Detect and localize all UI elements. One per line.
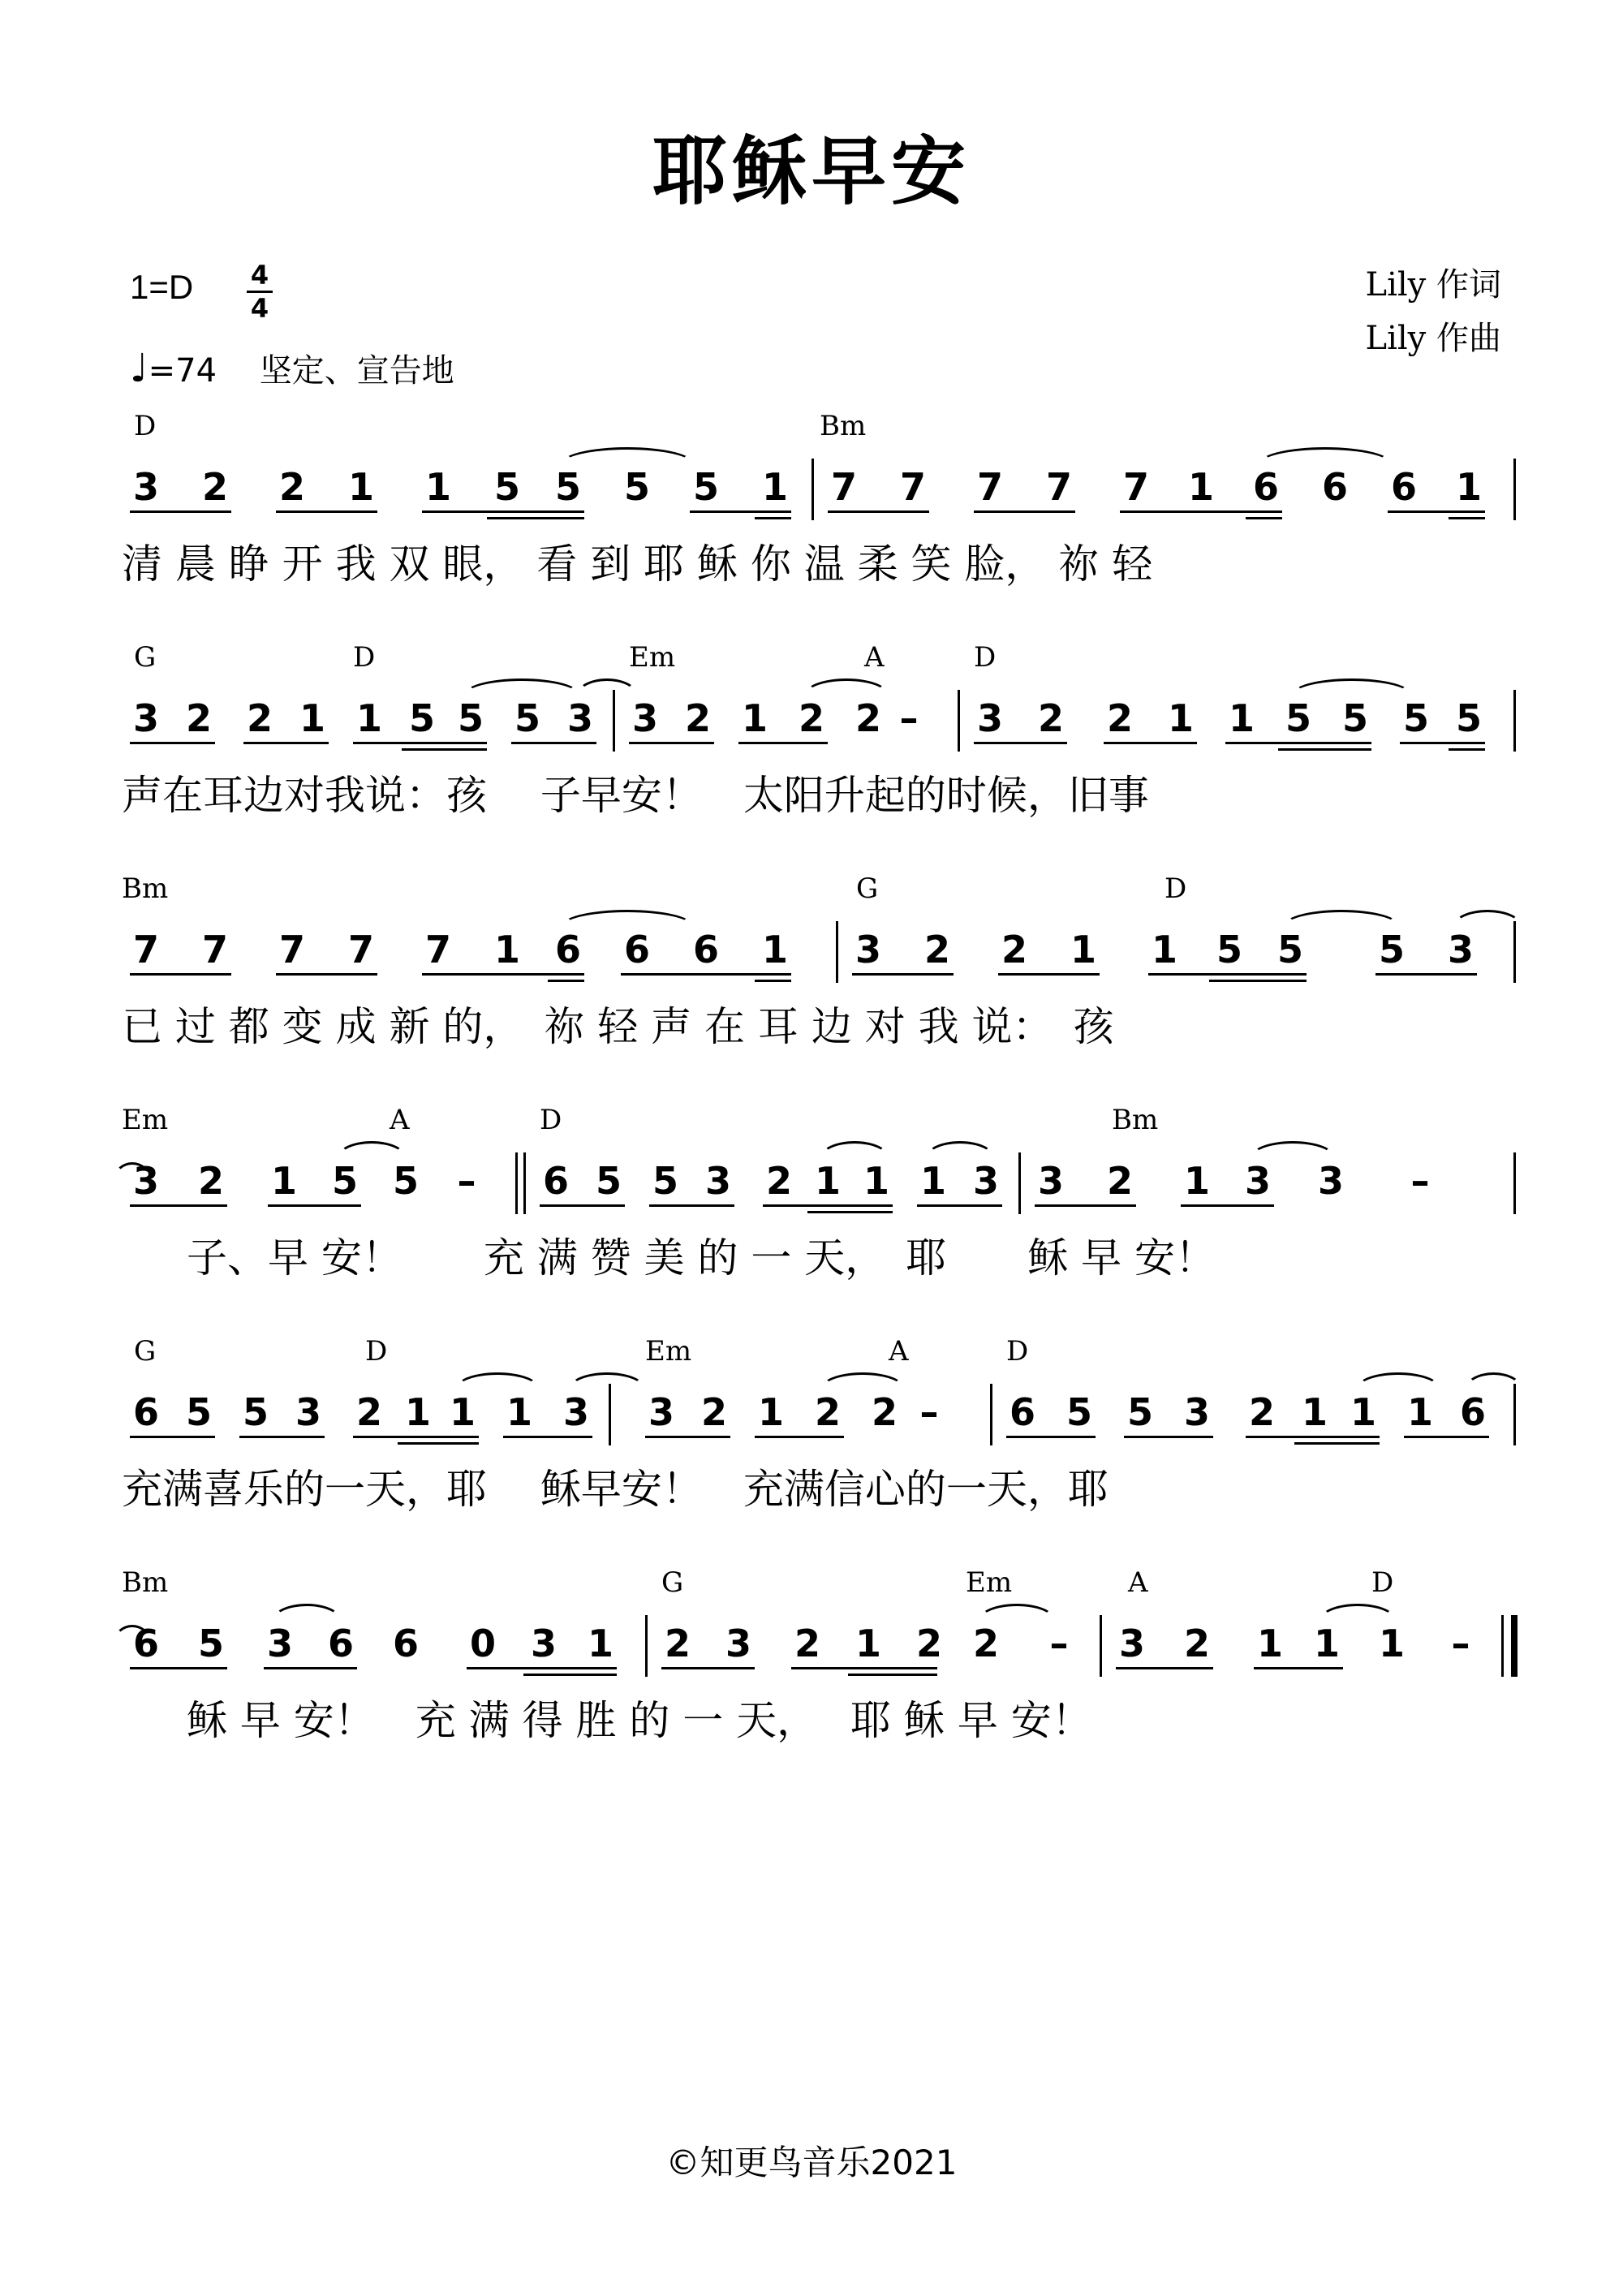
underline: [738, 742, 828, 744]
note: 2: [185, 696, 212, 740]
note: 7: [1045, 465, 1072, 509]
barline: [958, 690, 960, 752]
lyrics-row: [122, 1457, 1518, 1514]
tie-arc: [1355, 1372, 1441, 1389]
underline: [848, 1674, 937, 1676]
tie-arc: [1319, 1604, 1397, 1621]
note: 3: [1118, 1622, 1145, 1665]
note: 6: [692, 928, 719, 971]
underline: [1246, 1436, 1380, 1438]
chord-label: D: [540, 1104, 562, 1136]
note: 7: [201, 928, 228, 971]
note: 5: [652, 1159, 678, 1203]
tie-arc: [1250, 1141, 1336, 1158]
quarter-note-icon: ♩: [130, 346, 149, 391]
barline: [609, 1384, 611, 1445]
credits: [1366, 258, 1501, 365]
note: 1: [1350, 1390, 1376, 1434]
note: 6: [1009, 1390, 1035, 1434]
note: 1: [506, 1390, 532, 1434]
underline: [755, 980, 791, 982]
underline: [511, 742, 596, 744]
tie-arc: [1290, 678, 1413, 696]
underline: [1449, 748, 1485, 751]
underline: [548, 980, 584, 982]
underline: [276, 510, 377, 513]
note: 1: [863, 1159, 889, 1203]
system-6: [122, 1566, 1518, 1761]
note: 2: [246, 696, 273, 740]
note: 3: [295, 1390, 321, 1434]
tie-arc: [803, 678, 889, 696]
note: 3: [562, 1390, 589, 1434]
lyrics-row: [122, 1226, 1518, 1282]
note: 1: [1378, 1622, 1405, 1665]
note: 1: [1455, 465, 1482, 509]
note: 1: [404, 1390, 431, 1434]
chord-label: Bm: [122, 872, 169, 905]
lyrics-row: [122, 994, 1518, 1051]
tie-arc: [978, 1604, 1056, 1621]
note: 2: [197, 1159, 224, 1203]
chord-label: Em: [629, 641, 676, 674]
underline: [1294, 1442, 1380, 1445]
note: 5: [242, 1390, 269, 1434]
note: 6: [327, 1622, 354, 1665]
underline: [1181, 1204, 1274, 1207]
tie-arc: [1465, 1372, 1522, 1389]
note: 5: [392, 1159, 419, 1203]
note: –: [1049, 1622, 1069, 1665]
chord-label: G: [134, 1335, 157, 1368]
system-5: [122, 1335, 1518, 1530]
lyrics-line: 充满喜乐的一天，耶 稣早安！ 充满信心的一天，耶: [122, 1466, 1109, 1513]
lyrics-row: [122, 1688, 1518, 1745]
note: 3: [976, 696, 1003, 740]
underline: [422, 510, 584, 513]
underline: [1246, 517, 1282, 519]
note: 3: [725, 1622, 751, 1665]
underline: [130, 973, 231, 976]
tie-arc: [925, 1141, 995, 1158]
barline: [523, 1152, 526, 1214]
note: 2: [684, 696, 711, 740]
underline: [1375, 973, 1477, 976]
barline: [1513, 459, 1516, 520]
underline: [1209, 980, 1307, 982]
note: 1: [757, 1390, 784, 1434]
tie-arc: [454, 1372, 540, 1389]
note: –: [1410, 1159, 1430, 1203]
note: 5: [493, 465, 520, 509]
notes-row: [122, 928, 1518, 993]
underline: [852, 973, 954, 976]
chord-label: Em: [645, 1335, 692, 1368]
note: 5: [1276, 928, 1303, 971]
chord-label: D: [1006, 1335, 1029, 1368]
barline: [836, 921, 838, 983]
underline: [1035, 1204, 1136, 1207]
note: 1: [347, 465, 374, 509]
chord-label: D: [353, 641, 376, 674]
note: 5: [1126, 1390, 1153, 1434]
note: 7: [424, 928, 451, 971]
underline: [130, 510, 231, 513]
note: 1: [1406, 1390, 1433, 1434]
note: 2: [664, 1622, 691, 1665]
note: 7: [132, 928, 159, 971]
note: 6: [1252, 465, 1279, 509]
barline: [990, 1384, 992, 1445]
note: 2: [794, 1622, 820, 1665]
lyrics-line: 声在耳边对我说：孩 子早安！ 太阳升起的时候，旧事: [122, 772, 1149, 819]
note: 3: [704, 1159, 731, 1203]
barline: [1513, 1152, 1516, 1214]
tie-arc: [1258, 447, 1393, 464]
barline: [1513, 1384, 1516, 1445]
note: 1: [587, 1622, 613, 1665]
underline: [807, 1211, 893, 1213]
note: –: [899, 696, 919, 740]
underline: [1006, 1436, 1096, 1438]
tie-arc: [463, 678, 581, 696]
time-signature-bottom: 4: [250, 293, 269, 324]
note: 2: [1001, 928, 1027, 971]
tie-arc: [560, 447, 695, 464]
chord-label: Bm: [122, 1566, 169, 1599]
note: 2: [915, 1622, 942, 1665]
chord-label: D: [134, 410, 157, 442]
note: 3: [266, 1622, 293, 1665]
system-4: [122, 1104, 1518, 1299]
underline: [1148, 973, 1307, 976]
note: 1: [424, 465, 451, 509]
underline: [645, 1436, 730, 1438]
lyrics-line: 子、早 安！ 充 满 赞 美 的 一 天， 耶 稣 早 安！: [187, 1234, 1216, 1282]
underline: [268, 1204, 361, 1207]
note: 3: [132, 465, 159, 509]
note: 7: [830, 465, 857, 509]
underline: [1120, 510, 1282, 513]
note: 5: [331, 1159, 358, 1203]
underline: [755, 1436, 844, 1438]
note: 5: [1455, 696, 1482, 740]
underline: [1104, 742, 1197, 744]
note: 2: [765, 1159, 792, 1203]
chord-label: G: [134, 641, 157, 674]
note: 1: [855, 1622, 881, 1665]
tie-arc: [560, 910, 695, 927]
underline: [1116, 1667, 1213, 1669]
note: 1: [1301, 1390, 1328, 1434]
note: 2: [1106, 1159, 1133, 1203]
note: 2: [201, 465, 228, 509]
note: 5: [514, 696, 540, 740]
note: 0: [469, 1622, 496, 1665]
chord-label: D: [1371, 1566, 1394, 1599]
underline: [690, 510, 791, 513]
note: 5: [1285, 696, 1311, 740]
underline: [523, 1674, 617, 1676]
note: 5: [623, 465, 650, 509]
note: 5: [1216, 928, 1242, 971]
underline: [487, 517, 584, 519]
tempo-marking: [130, 345, 454, 391]
note: 3: [1037, 1159, 1064, 1203]
notes-row: [122, 465, 1518, 530]
tie-arc: [272, 1604, 342, 1621]
lyrics-line: 稣 早 安！ 充 满 得 胜 的 一 天， 耶 稣 早 安！: [187, 1697, 1092, 1744]
note: 2: [798, 696, 824, 740]
note: –: [457, 1159, 476, 1203]
underline: [402, 748, 487, 751]
note: 1: [761, 465, 788, 509]
underline: [398, 1442, 479, 1445]
barline: [515, 1152, 518, 1214]
note: 1: [814, 1159, 841, 1203]
note: 1: [1228, 696, 1255, 740]
note: 7: [347, 928, 374, 971]
note: 5: [692, 465, 719, 509]
note: 7: [899, 465, 926, 509]
chord-label: A: [390, 1104, 410, 1136]
chord-label: D: [974, 641, 997, 674]
chord-label: Bm: [820, 410, 867, 442]
underline: [540, 1204, 625, 1207]
note: 3: [132, 696, 159, 740]
note: 5: [595, 1159, 622, 1203]
underline: [974, 510, 1075, 513]
note: 3: [972, 1159, 999, 1203]
tempo-value: =74: [148, 352, 217, 390]
chord-label: G: [661, 1566, 684, 1599]
note: 6: [1321, 465, 1348, 509]
barline: [1018, 1152, 1021, 1214]
underline: [130, 1667, 227, 1669]
tie-arc: [820, 1141, 889, 1158]
underline: [422, 973, 584, 976]
underline: [264, 1667, 357, 1669]
note: 1: [741, 696, 768, 740]
note: 3: [1183, 1390, 1210, 1434]
lyrics-row: [122, 763, 1518, 820]
underline: [791, 1667, 937, 1669]
note: 6: [132, 1390, 159, 1434]
note: 5: [185, 1390, 212, 1434]
lyrics-line: 清 晨 睁 开 我 双 眼， 看 到 耶 稣 你 温 柔 笑 脸， 祢 轻: [122, 541, 1153, 588]
barline: [1100, 1615, 1102, 1677]
note: 1: [1151, 928, 1177, 971]
underline: [130, 742, 215, 744]
note: 1: [1313, 1622, 1340, 1665]
note: –: [919, 1390, 939, 1434]
note: 6: [542, 1159, 569, 1203]
note: 5: [457, 696, 484, 740]
time-signature-top: 4: [250, 260, 269, 291]
underline: [755, 517, 791, 519]
note: 6: [132, 1622, 159, 1665]
note: 1: [1167, 696, 1194, 740]
chord-label: Em: [122, 1104, 169, 1136]
underline: [974, 742, 1067, 744]
underline: [763, 1204, 893, 1207]
underline: [276, 973, 377, 976]
note: 1: [1256, 1622, 1283, 1665]
chord-label: A: [864, 641, 885, 674]
note: 2: [1183, 1622, 1210, 1665]
note: 6: [623, 928, 650, 971]
note: 1: [299, 696, 325, 740]
system-1: [122, 410, 1518, 605]
underline: [1388, 510, 1485, 513]
barline: [812, 459, 814, 520]
tie-arc: [576, 678, 638, 696]
note: 5: [1378, 928, 1405, 971]
underline: [828, 510, 929, 513]
underline: [1124, 1436, 1213, 1438]
note: 5: [1341, 696, 1368, 740]
underline: [353, 1436, 479, 1438]
underline: [1400, 742, 1485, 744]
note: 1: [1070, 928, 1096, 971]
note: 2: [700, 1390, 727, 1434]
lyrics-row: [122, 532, 1518, 588]
underline: [243, 742, 329, 744]
note: 2: [871, 1390, 898, 1434]
note: 1: [919, 1159, 946, 1203]
note: 3: [631, 696, 658, 740]
note: 2: [855, 696, 881, 740]
underline: [503, 1436, 592, 1438]
note: 7: [278, 928, 305, 971]
underline: [1254, 1667, 1343, 1669]
note: 1: [493, 928, 520, 971]
note: 3: [1317, 1159, 1344, 1203]
underline: [1225, 742, 1371, 744]
underline: [467, 1667, 617, 1669]
note: 5: [1402, 696, 1429, 740]
note: 2: [355, 1390, 382, 1434]
note: 3: [855, 928, 881, 971]
final-barline: [1511, 1615, 1518, 1677]
underline: [621, 973, 791, 976]
expression-text: 坚定、宣告地: [259, 352, 454, 390]
notes-row: [122, 1159, 1518, 1224]
notes-row: [122, 1622, 1518, 1686]
underline: [353, 742, 487, 744]
barline: [1513, 921, 1516, 983]
note: 2: [278, 465, 305, 509]
note: 6: [1390, 465, 1417, 509]
underline: [130, 1436, 215, 1438]
note: 7: [976, 465, 1003, 509]
note: 2: [1248, 1390, 1275, 1434]
note: 3: [1447, 928, 1474, 971]
copyright-footer: ©知更鸟音乐2021: [665, 2143, 958, 2182]
time-signature: [243, 261, 276, 322]
chord-label: G: [856, 872, 879, 905]
note: 2: [814, 1390, 841, 1434]
system-3: [122, 872, 1518, 1067]
lyricist: Lily 作词: [1365, 266, 1501, 304]
note: 3: [1244, 1159, 1271, 1203]
tie-arc: [337, 1141, 407, 1158]
key-signature: 1=D: [130, 268, 194, 306]
note: 5: [554, 465, 581, 509]
note: 2: [1037, 696, 1064, 740]
note: 1: [761, 928, 788, 971]
underline: [1404, 1436, 1489, 1438]
chord-label: Em: [966, 1566, 1013, 1599]
underline: [629, 742, 714, 744]
note: 2: [972, 1622, 999, 1665]
note: 3: [566, 696, 593, 740]
note: 1: [270, 1159, 297, 1203]
underline: [917, 1204, 1002, 1207]
underline: [998, 973, 1100, 976]
note: 1: [355, 696, 382, 740]
barline: [1501, 1615, 1504, 1677]
underline: [1449, 517, 1485, 519]
note: 1: [1183, 1159, 1210, 1203]
note: 7: [1122, 465, 1149, 509]
note: 5: [197, 1622, 224, 1665]
tie-arc: [1282, 910, 1401, 927]
chord-label: D: [1165, 872, 1187, 905]
note: 3: [648, 1390, 674, 1434]
underline: [1278, 748, 1371, 751]
tie-arc: [820, 1372, 906, 1389]
chord-label: A: [1128, 1566, 1148, 1599]
barline: [613, 690, 615, 752]
note: 6: [554, 928, 581, 971]
note: 2: [1106, 696, 1133, 740]
barline: [1513, 690, 1516, 752]
lyrics-line: 已 过 都 变 成 新 的， 祢 轻 声 在 耳 边 对 我 说： 孩: [122, 1003, 1114, 1050]
note: 5: [408, 696, 435, 740]
note: 6: [1459, 1390, 1486, 1434]
tie-arc: [1453, 910, 1522, 927]
chord-label: D: [365, 1335, 388, 1368]
note: 6: [392, 1622, 419, 1665]
system-2: [122, 641, 1518, 836]
composer: Lily 作曲: [1365, 320, 1501, 357]
chord-label: A: [889, 1335, 909, 1368]
tie-arc: [568, 1372, 646, 1389]
notes-row: [122, 1390, 1518, 1455]
underline: [239, 1436, 325, 1438]
note: 5: [1065, 1390, 1092, 1434]
notes-row: [122, 696, 1518, 761]
underline: [130, 1204, 227, 1207]
underline: [661, 1667, 755, 1669]
note: 3: [530, 1622, 557, 1665]
chord-label: Bm: [1112, 1104, 1159, 1136]
song-title: 耶稣早安: [652, 127, 971, 215]
note: –: [1451, 1622, 1470, 1665]
underline: [649, 1204, 734, 1207]
note: 1: [449, 1390, 476, 1434]
note: 3: [132, 1159, 159, 1203]
barline: [645, 1615, 648, 1677]
note: 1: [1187, 465, 1214, 509]
note: 2: [923, 928, 950, 971]
